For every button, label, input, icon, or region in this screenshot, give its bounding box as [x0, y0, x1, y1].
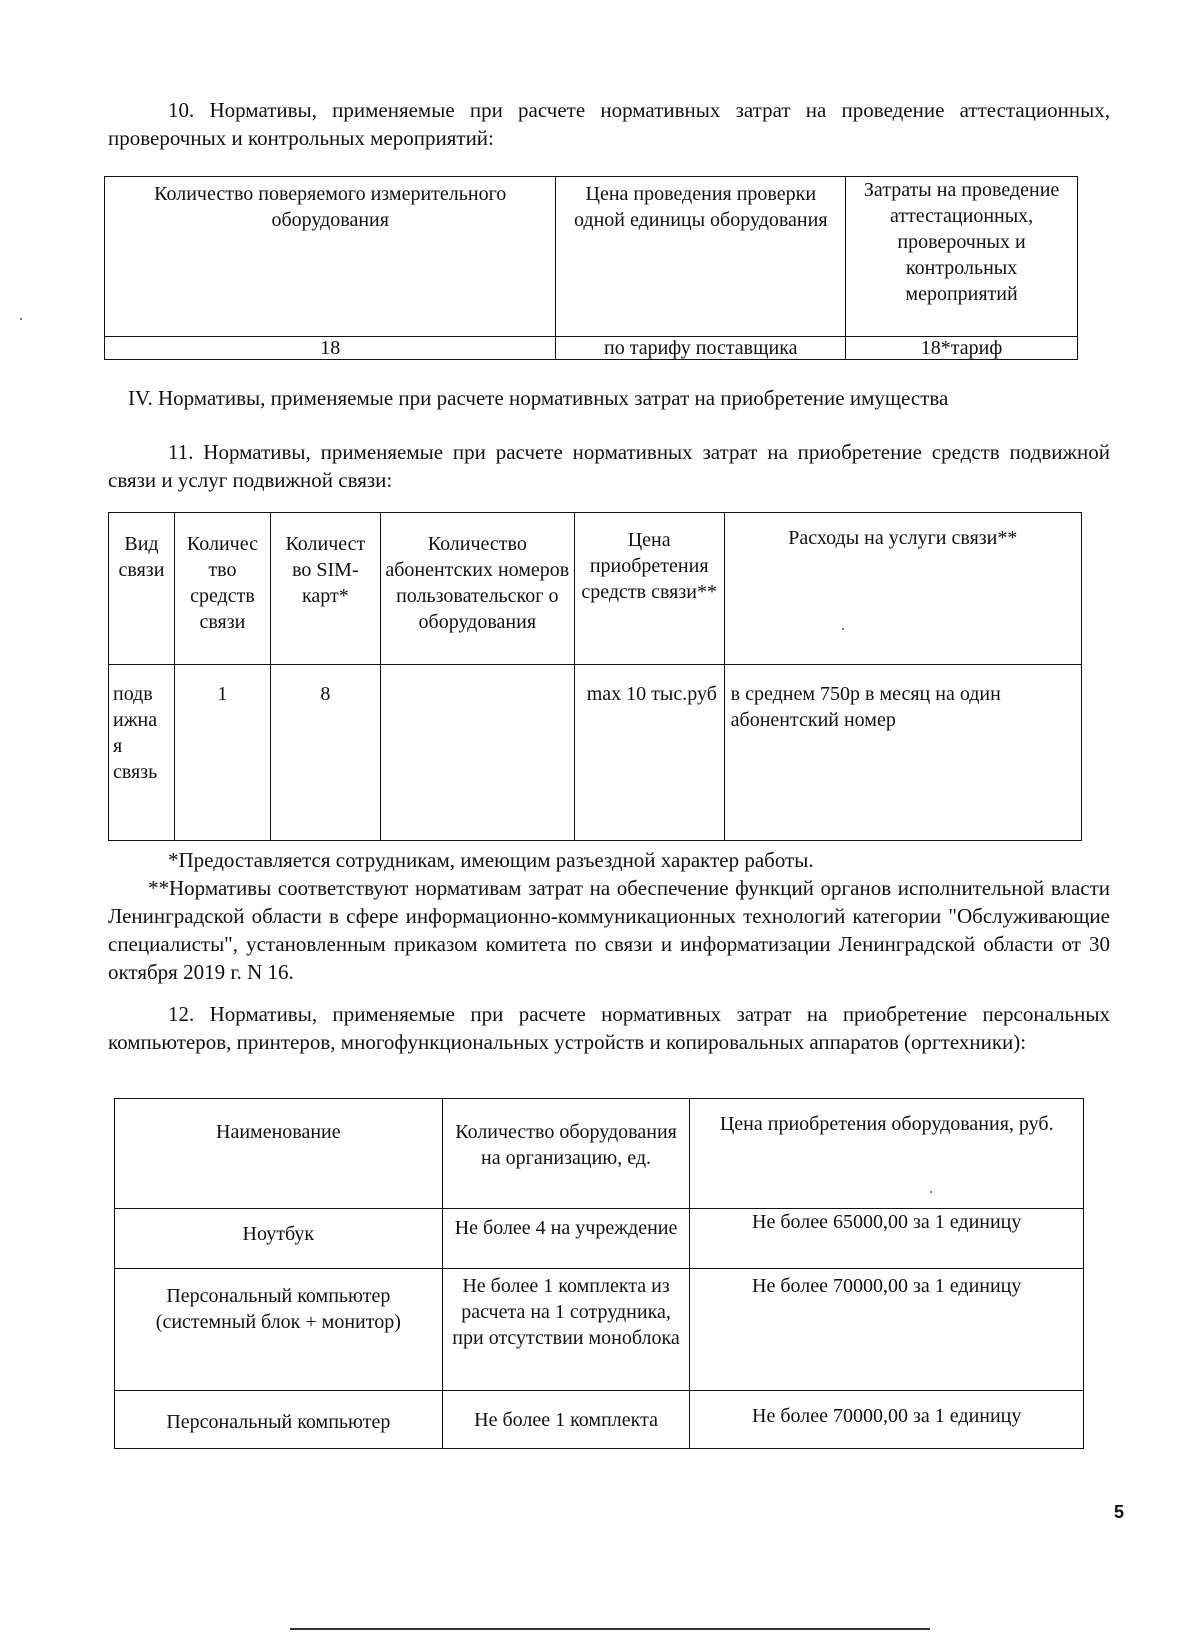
table10-header-costs: Затраты на проведение аттестационных, проверочных и контрольных мероприятий — [846, 177, 1078, 337]
table11-header-sim: Количест во SIM-карт* — [270, 513, 380, 665]
table11-header-type: Вид связи — [109, 513, 175, 665]
table12-header-price: Цена приобретения оборудования, руб. — [690, 1099, 1084, 1209]
table12-header-quantity: Количество оборудования на организацию, ед. — [442, 1099, 690, 1209]
footnote-sim: *Предоставляется сотрудникам, имеющим разъездной характер работы. — [168, 848, 814, 872]
table12-header-name: Наименование — [115, 1099, 443, 1209]
mobile-communication-table — [108, 512, 1082, 841]
section-iv-heading: IV. Нормативы, применяемые при расчете нормативных затрат на приобретение имущества — [128, 386, 949, 410]
section-12-heading: 12. Нормативы, применяемые при расчете нормативных затрат на приобретение персональных компьютеров, принтеров, многофункциональных устройств и копировальных аппаратов (оргтехники): — [108, 1002, 1110, 1054]
table-row — [115, 1269, 1084, 1391]
section-10-heading: 10. Нормативы, применяемые при расчете нормативных затрат на проведение аттестационных, проверочных и контрольных мероприятий: — [108, 98, 1110, 150]
table10-header-quantity: Количество поверяемого измерительного оборудования — [105, 177, 556, 337]
table12-cell-price: Не более 70000,00 за 1 единицу — [690, 1269, 1084, 1391]
table10-cell-quantity: 18 — [105, 337, 556, 360]
table10-cell-costs: 18*тариф — [846, 337, 1078, 360]
scan-artifact-speck — [930, 1191, 932, 1193]
attestation-table — [104, 176, 1078, 360]
table11-cell-type: подв ижна я связь — [109, 665, 175, 841]
table12-cell-quantity: Не более 1 комплекта — [442, 1391, 690, 1449]
table11-header-device-price: Цена приобретения средств связи** — [574, 513, 724, 665]
scan-artifact-speck — [20, 318, 22, 320]
table12-cell-quantity: Не более 1 комплекта из расчета на 1 сотрудника, при отсутствии моноблока — [442, 1269, 690, 1391]
section-11-heading: 11. Нормативы, применяемые при расчете нормативных затрат на приобретение средств подвижной связи и услуг подвижной связи: — [108, 440, 1110, 492]
table10-cell-price: по тарифу поставщика — [556, 337, 846, 360]
office-equipment-table — [114, 1098, 1084, 1449]
table12-cell-name: Персональный компьютер — [115, 1391, 443, 1449]
table11-header-numbers: Количество абонентских номеров пользовательског о оборудования — [380, 513, 574, 665]
table11-cell-numbers — [380, 665, 574, 841]
table12-cell-quantity: Не более 4 на учреждение — [442, 1209, 690, 1269]
table10-header-price: Цена проведения проверки одной единицы оборудования — [556, 177, 846, 337]
table11-cell-service-costs: в среднем 750р в месяц на один абонентский номер — [724, 665, 1081, 841]
scan-artifact-line — [290, 1628, 930, 1630]
table12-cell-price: Не более 65000,00 за 1 единицу — [690, 1209, 1084, 1269]
table11-header-devices: Количес тво средств связи — [174, 513, 270, 665]
table12-cell-name: Ноутбук — [115, 1209, 443, 1269]
scan-artifact-speck — [842, 628, 844, 630]
footnote-norms: **Нормативы соответствуют нормативам затрат на обеспечение функций органов исполнительной власти Ленинградской области в сфере информационно-коммуникационных технологий категории "Обслуживающие специалисты", установленным приказом комитета по связи и информатизации Ленинградской области от 30 октября 2019 г. N 16. — [108, 876, 1110, 984]
table-row — [115, 1209, 1084, 1269]
table11-cell-devices: 1 — [174, 665, 270, 841]
table12-cell-price: Не более 70000,00 за 1 единицу — [690, 1391, 1084, 1449]
table11-header-service-costs: Расходы на услуги связи** — [724, 513, 1081, 665]
page-number: 5 — [1113, 1502, 1124, 1522]
table-row — [115, 1391, 1084, 1449]
table12-cell-name: Персональный компьютер (системный блок + монитор) — [115, 1269, 443, 1391]
table11-cell-sim: 8 — [270, 665, 380, 841]
table11-cell-device-price: max 10 тыс.руб — [574, 665, 724, 841]
